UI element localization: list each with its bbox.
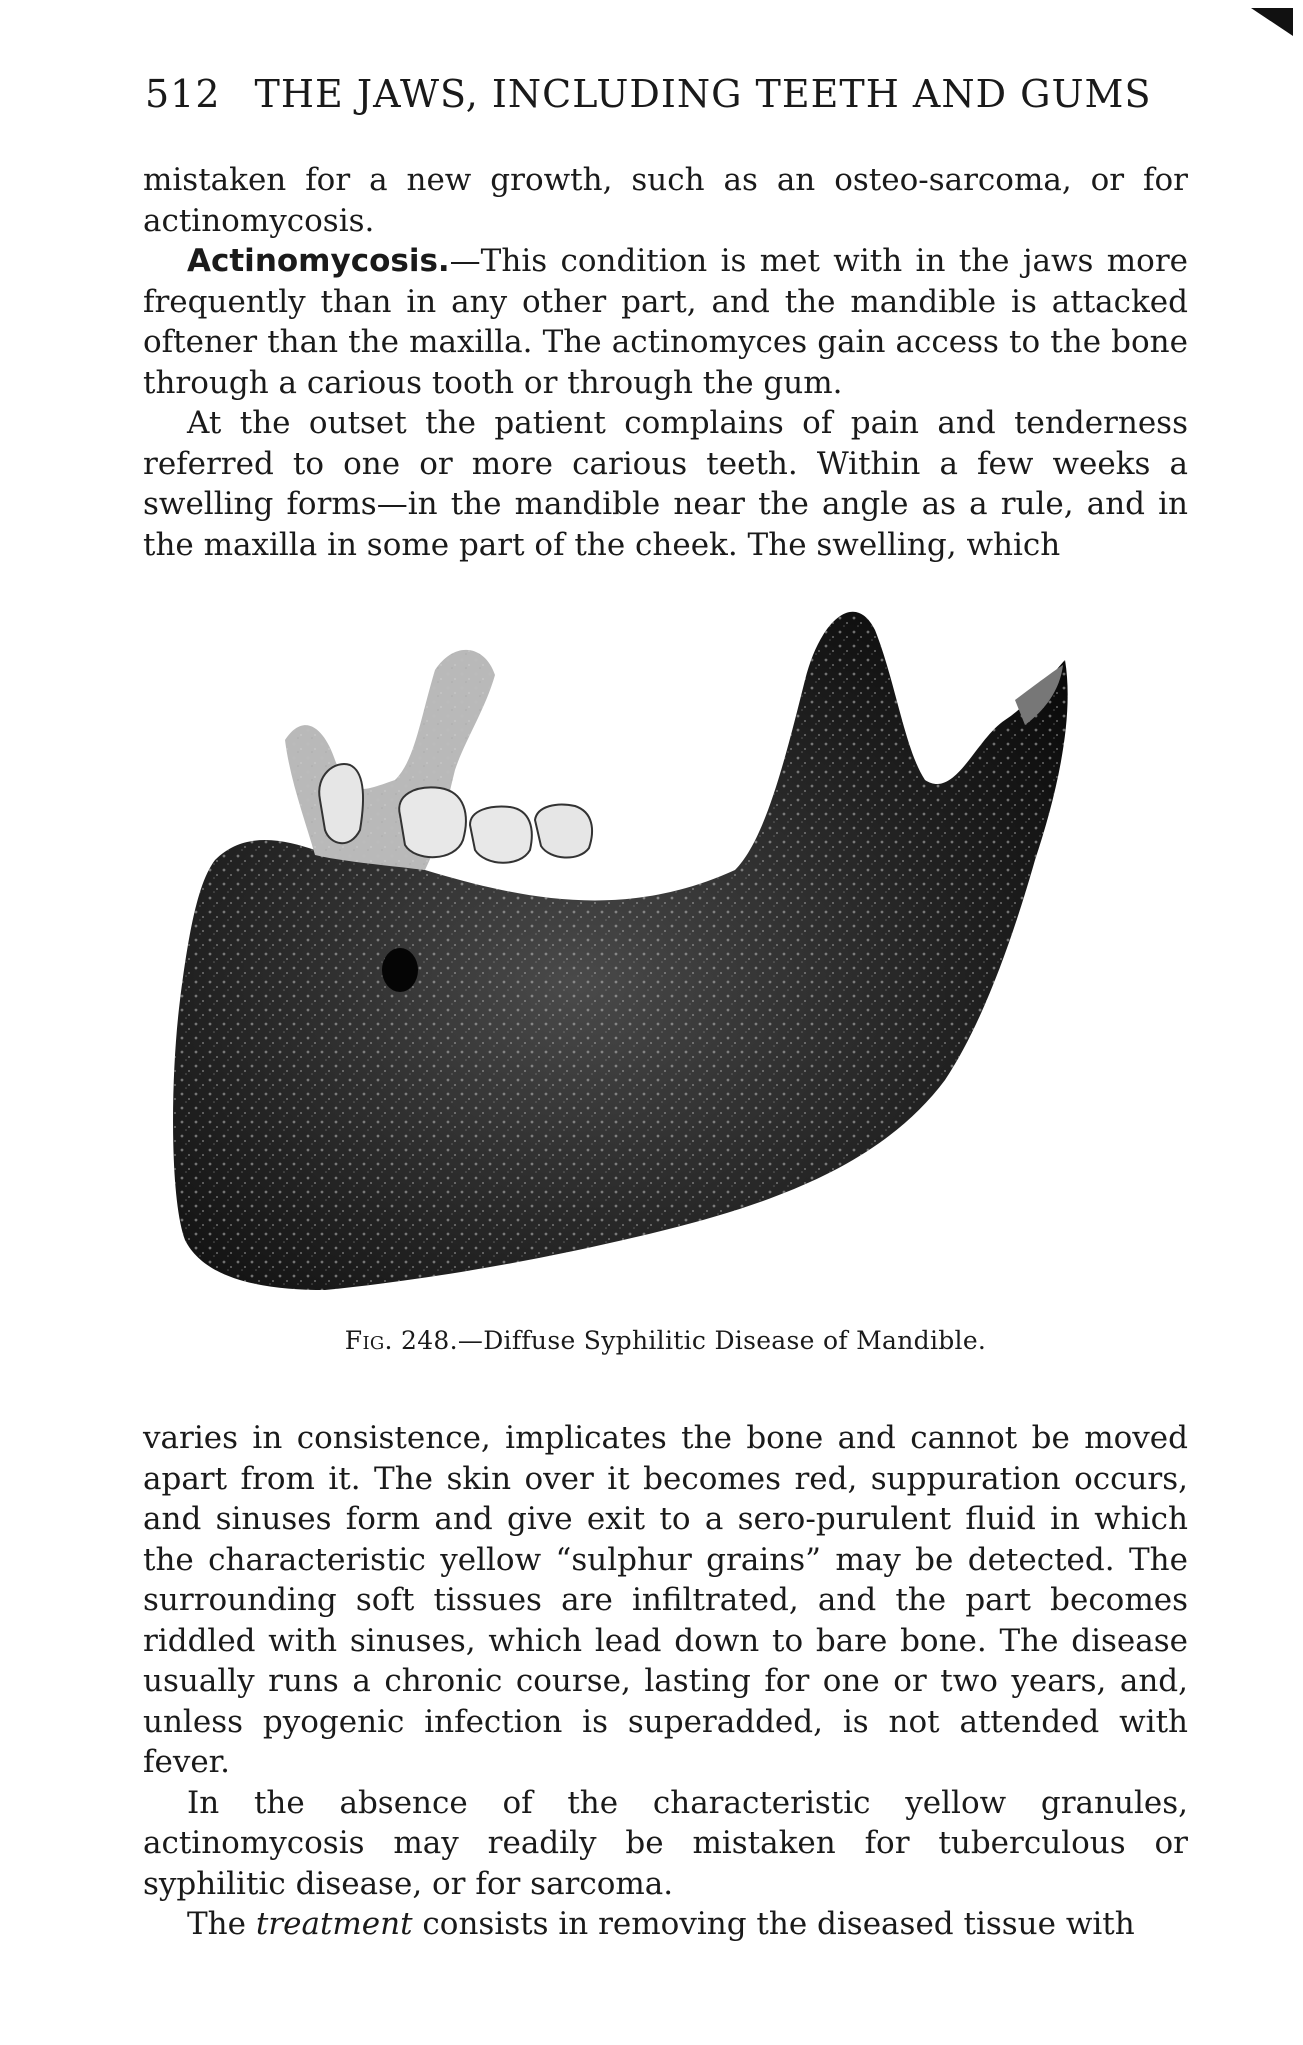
paragraph: At the outset the patient complains of pain and tenderness referred to one or more carious teeth. Within a few weeks a swelling forms—in the mandible near the angle as a rule, and in the maxilla in some part of the cheek. The swelling, which [143, 405, 1188, 563]
emphasis-treatment: treatment [255, 1906, 413, 1942]
corner-arrow-mark [1251, 8, 1293, 36]
paragraph-treatment [143, 1904, 1188, 1945]
header-title: THE JAWS, INCLUDING TEETH AND GUMS [254, 72, 1152, 116]
paragraph: mistaken for a new growth, such as an osteo-sarcoma, or for actinomycosis. [143, 162, 1188, 239]
figure-caption-text: —Diffuse Syphilitic Disease of Mandible. [457, 1326, 987, 1355]
page-number: 512 [145, 72, 221, 116]
paragraph-text: —This condition is met with in the jaws more frequently than in any other part, and the mandible is attacked oftener than the maxilla. The actinomyces gain access to the bone through a carious tooth or through the gum. [143, 243, 1188, 401]
running-header [145, 72, 1190, 116]
figure-label: Fig. 248. [344, 1326, 458, 1355]
paragraph-actinomycosis [143, 241, 1188, 403]
text-block-top [143, 160, 1188, 565]
mandible-illustration [165, 600, 1145, 1320]
paragraph-text: The [187, 1906, 256, 1942]
paragraph-text: consists in removing the diseased tissue with [412, 1906, 1135, 1942]
paragraph: varies in consistence, implicates the bone and cannot be moved apart from it. The skin over it becomes red, suppuration occurs, and sinuses form and give exit to a sero-purulent fluid in which the characteristic yellow “sulphur grains” may be detected. The surrounding soft tissues are infiltrated, and the part becomes riddled with sinuses, which lead down to bare bone. The disease usually runs a chronic course, lasting for one or two years, and, unless pyogenic infection is superadded, is not attended with fever. [143, 1420, 1188, 1780]
paragraph: In the absence of the characteristic yellow granules, actinomycosis may readily be mistaken for tuberculous or syphilitic disease, or for sarcoma. [143, 1784, 1188, 1902]
figure-caption [143, 1326, 1188, 1355]
section-heading: Actinomycosis. [187, 243, 450, 279]
text-block-bottom [143, 1418, 1188, 1945]
